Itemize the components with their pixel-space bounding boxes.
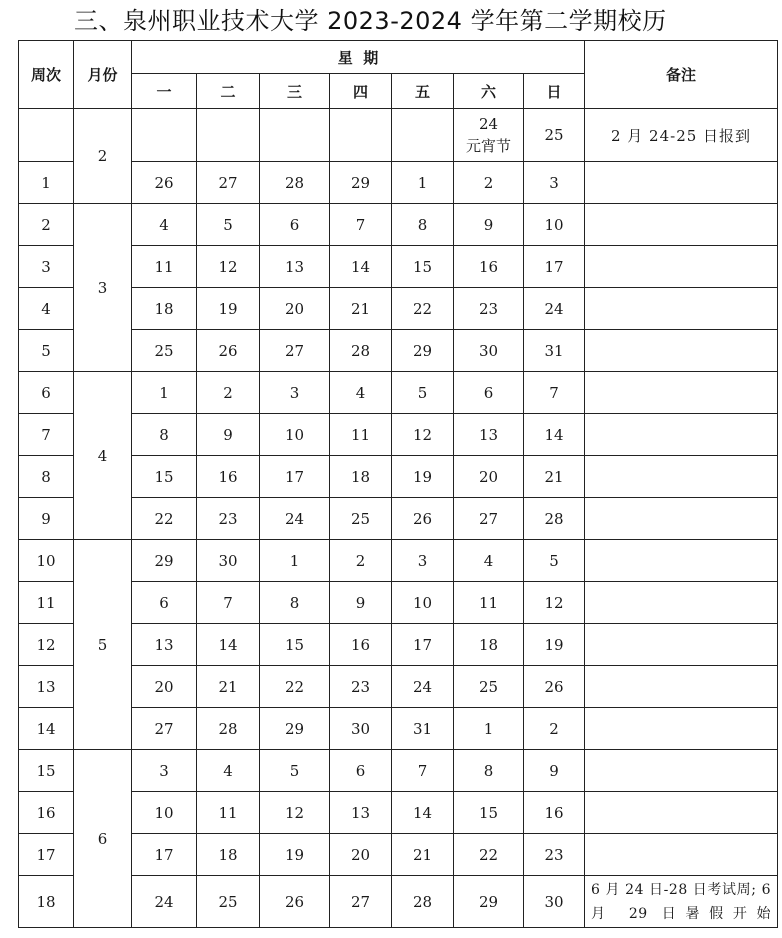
note-cell [585, 666, 778, 708]
day-cell: 5 [392, 372, 454, 414]
week-cell: 5 [19, 330, 74, 372]
day-cell: 4 [132, 204, 197, 246]
day-cell: 11 [197, 792, 260, 834]
day-cell: 8 [132, 414, 197, 456]
day-cell: 27 [260, 330, 330, 372]
day-cell: 7 [392, 750, 454, 792]
table-row [19, 204, 778, 246]
month-cell-feb: 2 [74, 109, 132, 204]
day-cell: 26 [260, 876, 330, 928]
day-cell: 22 [132, 498, 197, 540]
day-cell: 29 [454, 876, 524, 928]
note-cell [585, 834, 778, 876]
day-cell: 26 [524, 666, 585, 708]
day-cell: 18 [197, 834, 260, 876]
day-cell: 11 [454, 582, 524, 624]
day-cell: 24 [524, 288, 585, 330]
day-cell: 30 [524, 876, 585, 928]
day-cell: 23 [197, 498, 260, 540]
day-cell: 17 [132, 834, 197, 876]
day-cell: 18 [132, 288, 197, 330]
day-cell: 28 [392, 876, 454, 928]
day-cell: 6 [260, 204, 330, 246]
week-cell: 8 [19, 456, 74, 498]
day-cell: 16 [454, 246, 524, 288]
day-cell: 11 [330, 414, 392, 456]
day-cell: 30 [330, 708, 392, 750]
day-cell: 30 [197, 540, 260, 582]
day-cell: 25 [524, 109, 585, 162]
table-row [19, 666, 778, 708]
table-row [19, 540, 778, 582]
day-cell: 6 [454, 372, 524, 414]
day-cell: 6 [330, 750, 392, 792]
calendar-table [18, 40, 778, 928]
day-cell: 5 [260, 750, 330, 792]
day-cell: 25 [330, 498, 392, 540]
day-cell: 28 [260, 162, 330, 204]
day-cell: 14 [197, 624, 260, 666]
note-cell [585, 540, 778, 582]
day-cell: 10 [132, 792, 197, 834]
table-row [19, 624, 778, 666]
day-cell: 21 [197, 666, 260, 708]
day-cell: 28 [197, 708, 260, 750]
day-cell: 21 [392, 834, 454, 876]
note-cell [585, 288, 778, 330]
note-cell [585, 456, 778, 498]
note-cell [585, 624, 778, 666]
note-cell [585, 204, 778, 246]
day-cell: 5 [524, 540, 585, 582]
day-cell: 26 [197, 330, 260, 372]
month-cell: 3 [74, 204, 132, 372]
month-cell: 6 [74, 750, 132, 928]
day-cell: 6 [132, 582, 197, 624]
day-cell: 7 [524, 372, 585, 414]
day-cell: 25 [197, 876, 260, 928]
note-cell [585, 750, 778, 792]
header-day-sun: 日 [524, 74, 585, 109]
day-cell: 19 [524, 624, 585, 666]
week-cell: 4 [19, 288, 74, 330]
day-cell: 17 [392, 624, 454, 666]
table-row [19, 876, 778, 928]
day-cell: 26 [132, 162, 197, 204]
day-cell [392, 109, 454, 162]
note-cell [585, 792, 778, 834]
day-cell: 26 [392, 498, 454, 540]
day-cell: 10 [524, 204, 585, 246]
day-cell: 29 [132, 540, 197, 582]
day-cell: 4 [330, 372, 392, 414]
day-cell: 9 [524, 750, 585, 792]
week-cell: 1 [19, 162, 74, 204]
week-cell: 11 [19, 582, 74, 624]
day-cell: 15 [132, 456, 197, 498]
week-cell [19, 109, 74, 162]
header-day-fri: 五 [392, 74, 454, 109]
note-cell: 6 月 24 日-28 日考试周; 6 月 29 日暑假开始 [585, 876, 778, 928]
holiday-label: 元宵节 [465, 137, 511, 155]
day-cell: 27 [197, 162, 260, 204]
page-title: 三、泉州职业技术大学 2023-2024 学年第二学期校历 [74, 7, 667, 35]
day-cell: 15 [392, 246, 454, 288]
day-cell [132, 109, 197, 162]
header-day-sat: 六 [454, 74, 524, 109]
day-cell: 25 [132, 330, 197, 372]
week-cell: 6 [19, 372, 74, 414]
day-cell: 27 [330, 876, 392, 928]
day-cell: 19 [260, 834, 330, 876]
table-row [19, 750, 778, 792]
header-day-thu: 四 [330, 74, 392, 109]
week-cell: 13 [19, 666, 74, 708]
week-cell: 3 [19, 246, 74, 288]
day-cell: 20 [132, 666, 197, 708]
week-cell: 12 [19, 624, 74, 666]
day-cell: 18 [454, 624, 524, 666]
table-row [19, 708, 778, 750]
day-cell: 12 [392, 414, 454, 456]
day-cell [330, 109, 392, 162]
day-cell: 27 [132, 708, 197, 750]
table-row [19, 109, 778, 162]
day-cell: 22 [454, 834, 524, 876]
day-cell: 21 [330, 288, 392, 330]
table-row [19, 414, 778, 456]
day-cell: 8 [260, 582, 330, 624]
day-cell: 1 [392, 162, 454, 204]
note-cell [585, 414, 778, 456]
day-cell: 1 [454, 708, 524, 750]
day-cell: 4 [454, 540, 524, 582]
table-row [19, 246, 778, 288]
day-cell: 20 [454, 456, 524, 498]
day-cell: 9 [197, 414, 260, 456]
day-cell: 23 [454, 288, 524, 330]
header-weekday-group: 星 期 [132, 41, 585, 74]
day-cell: 1 [132, 372, 197, 414]
day-cell: 28 [524, 498, 585, 540]
day-cell: 19 [392, 456, 454, 498]
day-cell: 16 [197, 456, 260, 498]
day-cell: 20 [260, 288, 330, 330]
note-cell [585, 708, 778, 750]
day-cell: 3 [260, 372, 330, 414]
week-cell: 2 [19, 204, 74, 246]
day-cell: 21 [524, 456, 585, 498]
day-cell: 2 [330, 540, 392, 582]
day-cell: 15 [260, 624, 330, 666]
day-cell: 8 [454, 750, 524, 792]
day-cell: 10 [260, 414, 330, 456]
day-cell: 22 [260, 666, 330, 708]
table-row [19, 372, 778, 414]
week-cell: 7 [19, 414, 74, 456]
table-row [19, 162, 778, 204]
table-row [19, 456, 778, 498]
header-day-tue: 二 [197, 74, 260, 109]
day-cell: 3 [524, 162, 585, 204]
header-notes: 备注 [585, 41, 778, 109]
week-cell: 16 [19, 792, 74, 834]
day-cell: 22 [392, 288, 454, 330]
day-cell: 11 [132, 246, 197, 288]
table-row [19, 834, 778, 876]
day-cell: 12 [197, 246, 260, 288]
day-cell: 1 [260, 540, 330, 582]
note-cell [585, 582, 778, 624]
day-cell: 19 [197, 288, 260, 330]
day-cell-lantern [454, 109, 524, 162]
month-cell: 4 [74, 372, 132, 540]
day-cell: 9 [330, 582, 392, 624]
day-cell: 29 [260, 708, 330, 750]
week-cell: 15 [19, 750, 74, 792]
table-row [19, 498, 778, 540]
day-cell: 23 [330, 666, 392, 708]
day-cell: 29 [392, 330, 454, 372]
day-cell: 3 [132, 750, 197, 792]
day-cell: 24 [260, 498, 330, 540]
day-cell: 23 [524, 834, 585, 876]
header-day-wed: 三 [260, 74, 330, 109]
note-cell [585, 246, 778, 288]
day-cell: 10 [392, 582, 454, 624]
note-cell [585, 372, 778, 414]
day-cell: 15 [454, 792, 524, 834]
week-cell: 18 [19, 876, 74, 928]
day-cell: 8 [392, 204, 454, 246]
week-cell: 14 [19, 708, 74, 750]
day-cell: 7 [330, 204, 392, 246]
day-cell: 13 [260, 246, 330, 288]
day-cell: 28 [330, 330, 392, 372]
day-cell: 3 [392, 540, 454, 582]
day-cell [260, 109, 330, 162]
header-month: 月份 [74, 41, 132, 109]
day-cell: 12 [524, 582, 585, 624]
day-cell: 27 [454, 498, 524, 540]
day-cell: 2 [454, 162, 524, 204]
day-cell: 16 [330, 624, 392, 666]
day-cell: 9 [454, 204, 524, 246]
day-cell: 24 [392, 666, 454, 708]
day-cell: 29 [330, 162, 392, 204]
table-row [19, 582, 778, 624]
note-cell [585, 330, 778, 372]
day-cell: 12 [260, 792, 330, 834]
day-cell: 20 [330, 834, 392, 876]
day-cell: 4 [197, 750, 260, 792]
table-row [19, 330, 778, 372]
day-cell: 18 [330, 456, 392, 498]
table-row [19, 792, 778, 834]
day-cell: 13 [330, 792, 392, 834]
day-cell: 17 [524, 246, 585, 288]
day-cell: 13 [132, 624, 197, 666]
day-cell [197, 109, 260, 162]
day-cell: 24 [132, 876, 197, 928]
note-cell [585, 498, 778, 540]
note-cell [585, 162, 778, 204]
day-cell: 14 [330, 246, 392, 288]
week-cell: 17 [19, 834, 74, 876]
day-cell: 31 [392, 708, 454, 750]
day-cell: 14 [524, 414, 585, 456]
day-cell: 17 [260, 456, 330, 498]
header-day-mon: 一 [132, 74, 197, 109]
day-cell: 5 [197, 204, 260, 246]
day-cell: 25 [454, 666, 524, 708]
day-cell: 2 [197, 372, 260, 414]
month-cell: 5 [74, 540, 132, 750]
day-cell: 30 [454, 330, 524, 372]
day-cell: 16 [524, 792, 585, 834]
note-cell: 2 月 24-25 日报到 [585, 109, 778, 162]
table-row [19, 288, 778, 330]
day-cell: 13 [454, 414, 524, 456]
week-cell: 9 [19, 498, 74, 540]
day-cell: 31 [524, 330, 585, 372]
day-cell: 14 [392, 792, 454, 834]
week-cell: 10 [19, 540, 74, 582]
day-number: 24 [478, 115, 499, 133]
day-cell: 2 [524, 708, 585, 750]
header-week: 周次 [19, 41, 74, 109]
day-cell: 7 [197, 582, 260, 624]
